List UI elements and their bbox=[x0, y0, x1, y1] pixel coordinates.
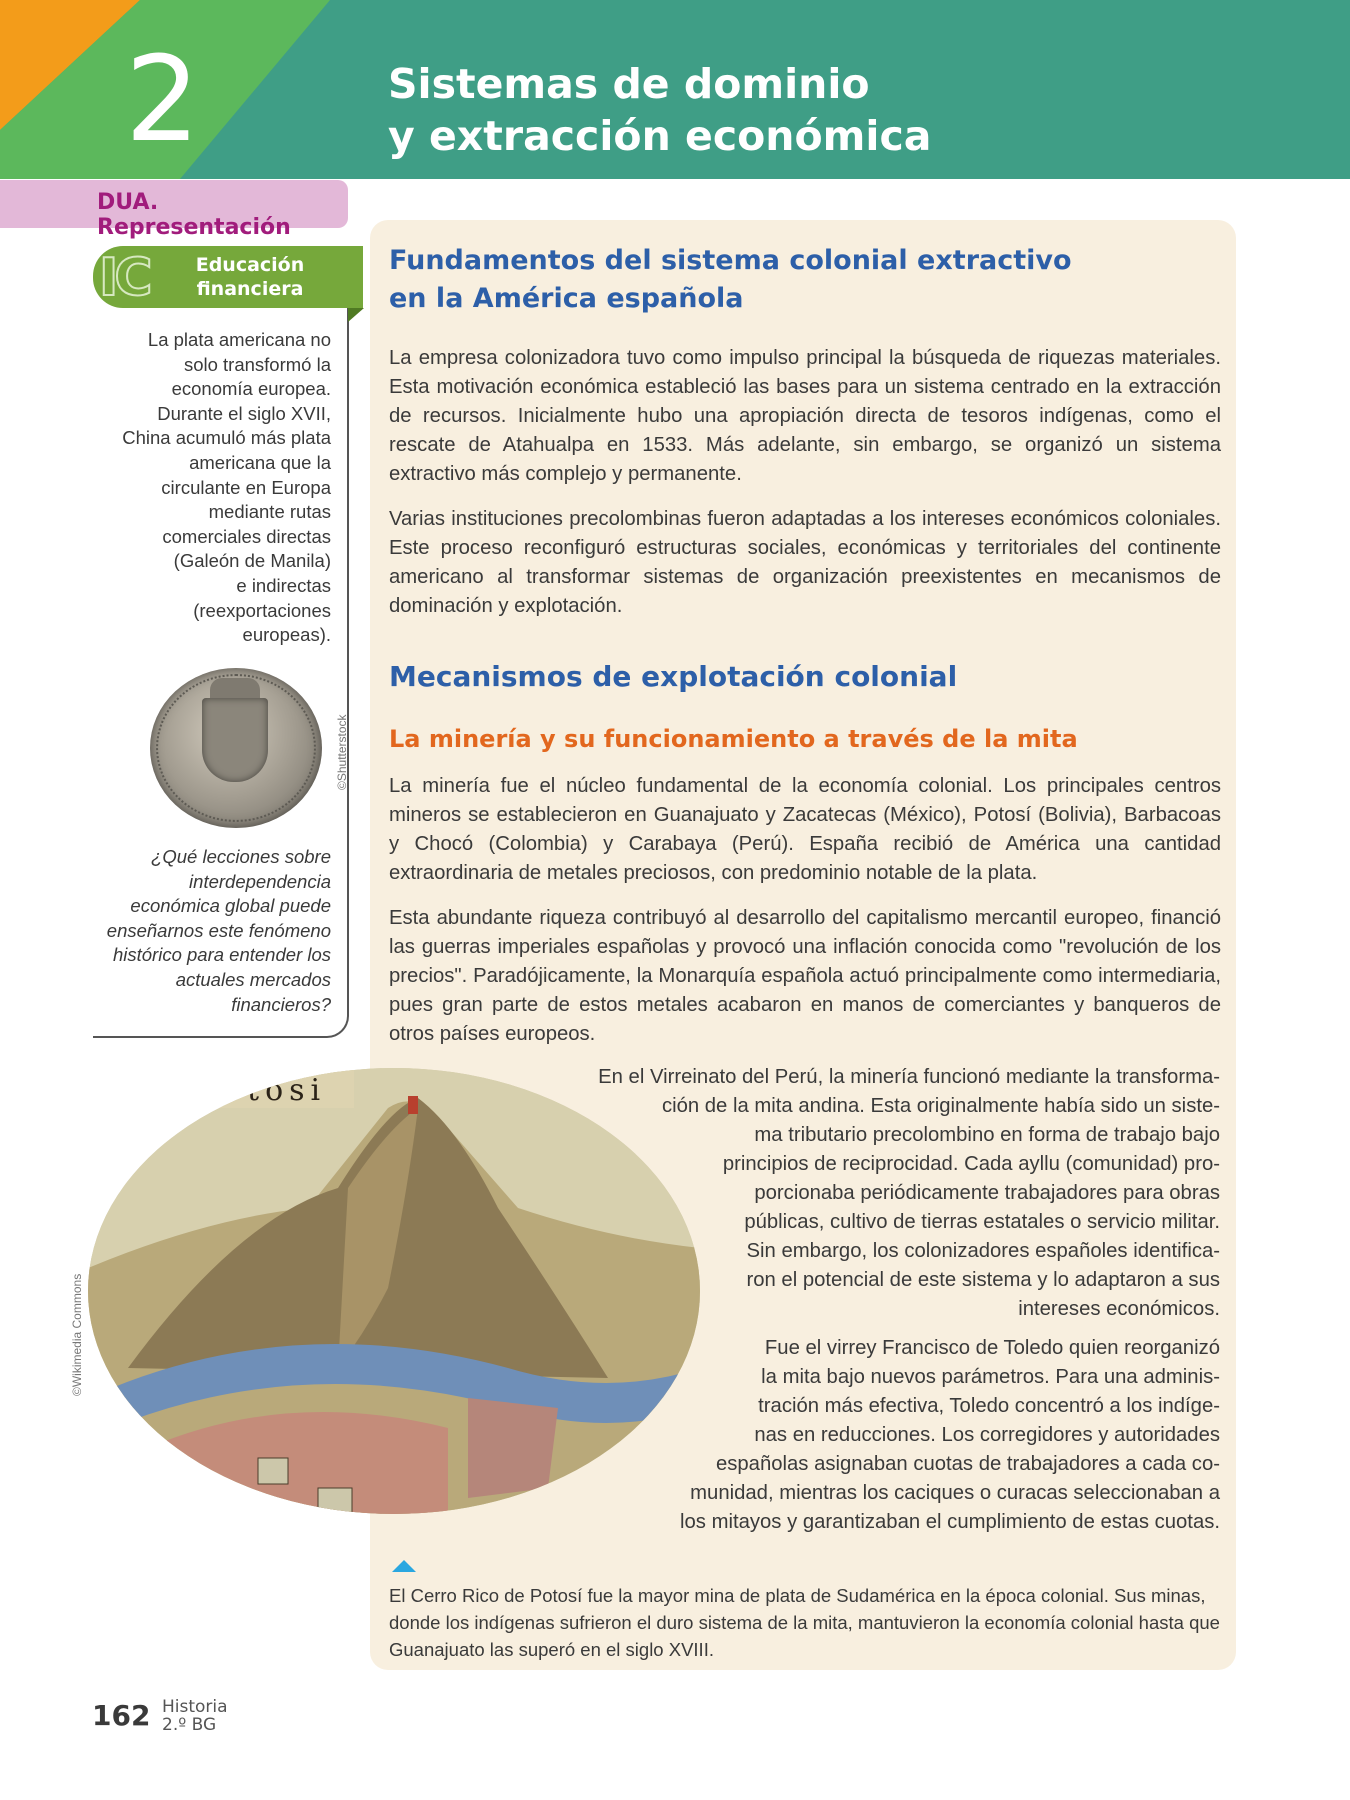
question-line: interdependencia bbox=[189, 870, 331, 892]
wrapped-line: ron el potencial de este sistema y lo adaptaron a sus bbox=[746, 1269, 1220, 1291]
badge-label-line2: financiera bbox=[196, 278, 304, 300]
badge-fold bbox=[348, 308, 364, 322]
sidebar-question bbox=[95, 845, 331, 1017]
wrapped-line: porcionaba periódicamente trabajadores para obras bbox=[754, 1182, 1220, 1204]
wrapped-line: españolas asignaban cuotas de trabajadores a cada co- bbox=[715, 1453, 1220, 1475]
paragraph-3: La minería fue el núcleo fundamental de la economía colonial. Los principales centros mineros se establecieron en Guanajuato y Zacatecas (México), Potosí (Bolivia), Barbacoas y Chocó (Colombia) y Carabaya (Perú). España recibió de América una cantidad extraordinaria de metales preciosos, con predominio notable de la plata. bbox=[389, 775, 1221, 884]
chapter-title-line2: y extracción económica bbox=[388, 112, 932, 160]
question-line: económica global puede bbox=[130, 895, 331, 917]
sidebar-text-line: e indirectas bbox=[236, 574, 331, 596]
financial-education-badge bbox=[93, 246, 363, 308]
paragraph-4: Esta abundante riqueza contribuyó al desarrollo del capitalismo mercantil europeo, financió las guerras imperiales españolas y provocó una inflación conocida como "revolución de los precios". Paradójicamente, la Monarquía española actuó principalmente como intermediaria, pues gran parte de estos metales acabaron en manos de comerciantes y banqueros de otros países europeos. bbox=[389, 907, 1221, 1045]
page-number: 162 bbox=[92, 1699, 151, 1732]
wrapped-line: los mitayos y garantizaban el cumplimiento de estas cuotas. bbox=[680, 1511, 1220, 1533]
wrapped-line: la mita bajo nuevos parámetros. Para una adminis- bbox=[761, 1366, 1220, 1388]
question-line: histórico para entender los bbox=[112, 944, 331, 966]
wrapped-line: intereses económicos. bbox=[1018, 1298, 1220, 1320]
wrapped-line: ma tributario precolombino en forma de trabajo bajo bbox=[754, 1124, 1220, 1146]
dua-label: DUA. Representación bbox=[97, 190, 291, 240]
question-line: ¿Qué lecciones sobre bbox=[151, 846, 331, 867]
image-caption: El Cerro Rico de Potosí fue la mayor mina de plata de Sudamérica en la época colonial. Sus minas, donde los indígenas sufrieron el duro sistema de la mita, mantuvieron la economía colonial hasta que Guanajuato las superó en el siglo XVIII. bbox=[389, 1585, 1220, 1660]
paragraph-2: Varias instituciones precolombinas fueron adaptadas a los intereses económicos coloniales. Este proceso reconfiguró estructuras sociales, económicas y territoriales del continente americano al transformar sistemas de organización preexistentes en mecanismos de dominación y explotación. bbox=[389, 508, 1221, 617]
question-line: enseñarnos este fenómeno bbox=[106, 919, 331, 941]
chapter-title bbox=[388, 58, 931, 162]
heading-line: Fundamentos del sistema colonial extractivo bbox=[389, 245, 1072, 276]
wrapped-line: públicas, cultivo de tierras estatales o servicio militar. bbox=[744, 1211, 1220, 1233]
wrapped-paragraphs bbox=[500, 1063, 1220, 1537]
sidebar-text-line: (reexportaciones bbox=[193, 599, 331, 621]
coin-image-credit: ©Shutterstock bbox=[335, 714, 349, 790]
question-line: actuales mercados bbox=[175, 968, 331, 990]
unit-number: 2 bbox=[125, 30, 201, 168]
potosi-image-credit: ©Wikimedia Commons bbox=[70, 1273, 84, 1396]
caption-pointer-icon bbox=[392, 1560, 416, 1572]
wrapped-line: nas en reducciones. Los corregidores y autoridades bbox=[754, 1424, 1220, 1446]
wrapped-line: munidad, mientras los caciques o curacas seleccionaban a bbox=[690, 1482, 1220, 1504]
wrapped-line: En el Virreinato del Perú, la minería funcionó mediante la transforma- bbox=[598, 1066, 1220, 1088]
subheading-mineria: La minería y su funcionamiento a través de la mita bbox=[389, 725, 1078, 753]
chapter-title-line1: Sistemas de dominio bbox=[388, 60, 870, 108]
badge-label bbox=[165, 253, 335, 301]
paragraph-1: La empresa colonizadora tuvo como impulso principal la búsqueda de riquezas materiales. Esta motivación económica estableció las bases para un sistema centrado en la extracción de recursos. Inicialmente hubo una apropiación directa de tesoros indígenas, como el rescate de Atahualpa en 1533. Más adelante, sin embargo, se organizó un sistema extractivo más complejo y permanente. bbox=[389, 347, 1221, 485]
wrapped-line: Sin embargo, los colonizadores españoles identifica- bbox=[746, 1240, 1220, 1262]
wrapped-line: Fue el virrey Francisco de Toledo quien reorganizó bbox=[764, 1337, 1220, 1359]
subject-name: Historia bbox=[162, 1697, 228, 1717]
subject-label bbox=[162, 1698, 228, 1734]
dua-tab bbox=[0, 180, 348, 240]
grade-label: 2.º BG bbox=[162, 1715, 217, 1735]
silver-coin-image bbox=[150, 668, 322, 828]
wrapped-line: ción de la mita andina. Esta originalmente había sido un siste- bbox=[661, 1095, 1220, 1117]
sidebar-text-line: circulante en Europa bbox=[161, 476, 331, 498]
sidebar-text-line: (Galeón de Manila) bbox=[173, 550, 331, 572]
potosi-label: Potosi bbox=[198, 1073, 327, 1108]
heading-line: en la América española bbox=[389, 283, 744, 314]
chapter-header bbox=[0, 0, 1350, 179]
sidebar-text-line: mediante rutas bbox=[208, 501, 331, 523]
sidebar-text-line: Durante el siglo XVII, bbox=[157, 402, 331, 424]
sidebar-text bbox=[95, 328, 331, 648]
sidebar-text-line: solo transformó la bbox=[183, 353, 331, 375]
question-line: financieros? bbox=[231, 993, 331, 1015]
wrapped-line: principios de reciprocidad. Cada ayllu (comunidad) pro- bbox=[722, 1153, 1220, 1175]
sidebar-text-line: China acumuló más plata bbox=[122, 427, 331, 449]
sidebar-text-line: economía europea. bbox=[171, 378, 331, 400]
coin-shield bbox=[202, 698, 268, 782]
sidebar-text-line: comerciales directas bbox=[162, 525, 331, 547]
sidebar-text-line: La plata americana no bbox=[147, 329, 331, 350]
wrapped-line: tración más efectiva, Toledo concentró a los indíge- bbox=[758, 1395, 1220, 1417]
coin-crown bbox=[210, 678, 260, 700]
badge-label-line1: Educación bbox=[195, 254, 305, 276]
section-heading-fundamentos bbox=[389, 242, 1189, 318]
ic-icon: IC bbox=[99, 248, 149, 308]
section-heading-mecanismos: Mecanismos de explotación colonial bbox=[389, 660, 958, 693]
sidebar-text-line: americana que la bbox=[189, 451, 331, 473]
sidebar-text-line: europeas). bbox=[242, 624, 331, 646]
